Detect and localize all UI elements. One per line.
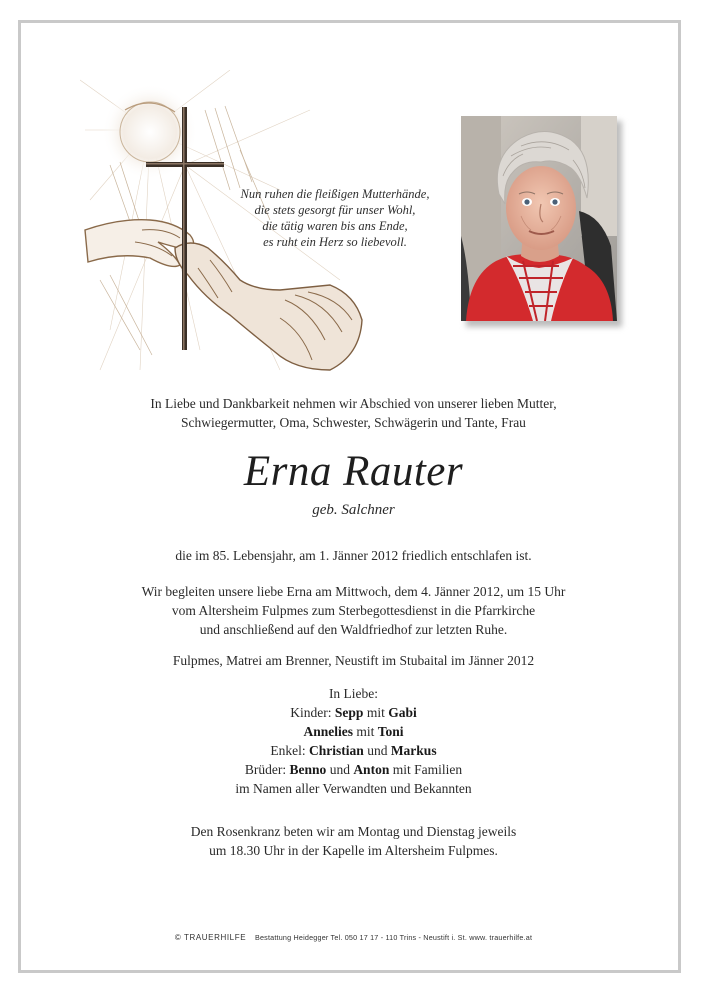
rosary-line: um 18.30 Uhr in der Kapelle im Altersheim Fulpmes. [209, 843, 498, 858]
poem-line: die tätig waren bis ans Ende, [262, 219, 408, 233]
grandchild-name: Markus [390, 743, 437, 758]
brother-name: Anton [353, 762, 390, 777]
poem-line: Nun ruhen die fleißigen Mutterhände, [240, 187, 430, 201]
mit-word: mit [366, 705, 385, 720]
footer [60, 933, 647, 942]
poem [215, 186, 455, 250]
families-text: mit Familien [392, 762, 463, 777]
grandchildren-label: Enkel: [270, 743, 306, 758]
mourners-grandchildren-row [60, 741, 647, 760]
death-notice-line: die im 85. Lebensjahr, am 1. Jänner 2012 friedlich entschlafen ist. [175, 548, 532, 563]
maiden-name: geb. Salchner [312, 502, 395, 518]
children-label: Kinder: [290, 705, 332, 720]
place-date-line: Fulpmes, Matrei am Brenner, Neustift im Stubaital im Jänner 2012 [172, 653, 535, 668]
brother-name: Benno [289, 762, 327, 777]
funeral-line: Wir begleiten unsere liebe Erna am Mittwoch, dem 4. Jänner 2012, um 15 Uhr [141, 584, 566, 599]
mourners-brothers-row [60, 760, 647, 779]
und-word: und [329, 762, 350, 777]
rosary-notice [60, 822, 647, 860]
mourners-children-row [60, 722, 647, 741]
deceased-name: Erna Rauter [243, 448, 464, 495]
mourners-heading: In Liebe: [328, 686, 379, 701]
intro-line: In Liebe und Dankbarkeit nehmen wir Abschied von unserer lieben Mutter, [150, 396, 557, 411]
child-name: Sepp [334, 705, 364, 720]
funeral-details [60, 582, 647, 639]
brothers-label: Brüder: [244, 762, 287, 777]
intro-line: Schwiegermutter, Oma, Schwester, Schwägerin und Tante, Frau [181, 415, 526, 430]
spouse-name: Gabi [388, 705, 417, 720]
rosary-line: Den Rosenkranz beten wir am Montag und Dienstag jeweils [190, 824, 517, 839]
poem-line: es ruht ein Herz so liebevoll. [263, 235, 407, 249]
footer-details: Bestattung Heidegger Tel. 050 17 17 - 110 Trins - Neustift i. St. www. trauerhilfe.at [254, 933, 533, 942]
spouse-name: Toni [377, 724, 404, 739]
grandchild-name: Christian [309, 743, 364, 758]
und-word: und [367, 743, 388, 758]
mit-word: mit [356, 724, 375, 739]
mourners-children-row [60, 703, 647, 722]
intro-text [60, 394, 647, 432]
poem-line: die stets gesorgt für unser Wohl, [254, 203, 416, 217]
mourners-list [60, 684, 647, 798]
relatives-line: im Namen aller Verwandten und Bekannten [235, 781, 472, 796]
funeral-line: vom Altersheim Fulpmes zum Sterbegottesdienst in die Pfarrkirche [171, 603, 536, 618]
death-notice [60, 546, 647, 565]
child-name: Annelies [303, 724, 353, 739]
trauerhilfe-logo: © TRAUERHILFE [174, 933, 247, 942]
funeral-line: und anschließend auf den Waldfriedhof zur letzten Ruhe. [199, 622, 508, 637]
place-date [60, 651, 647, 670]
portrait-photo [461, 116, 617, 321]
